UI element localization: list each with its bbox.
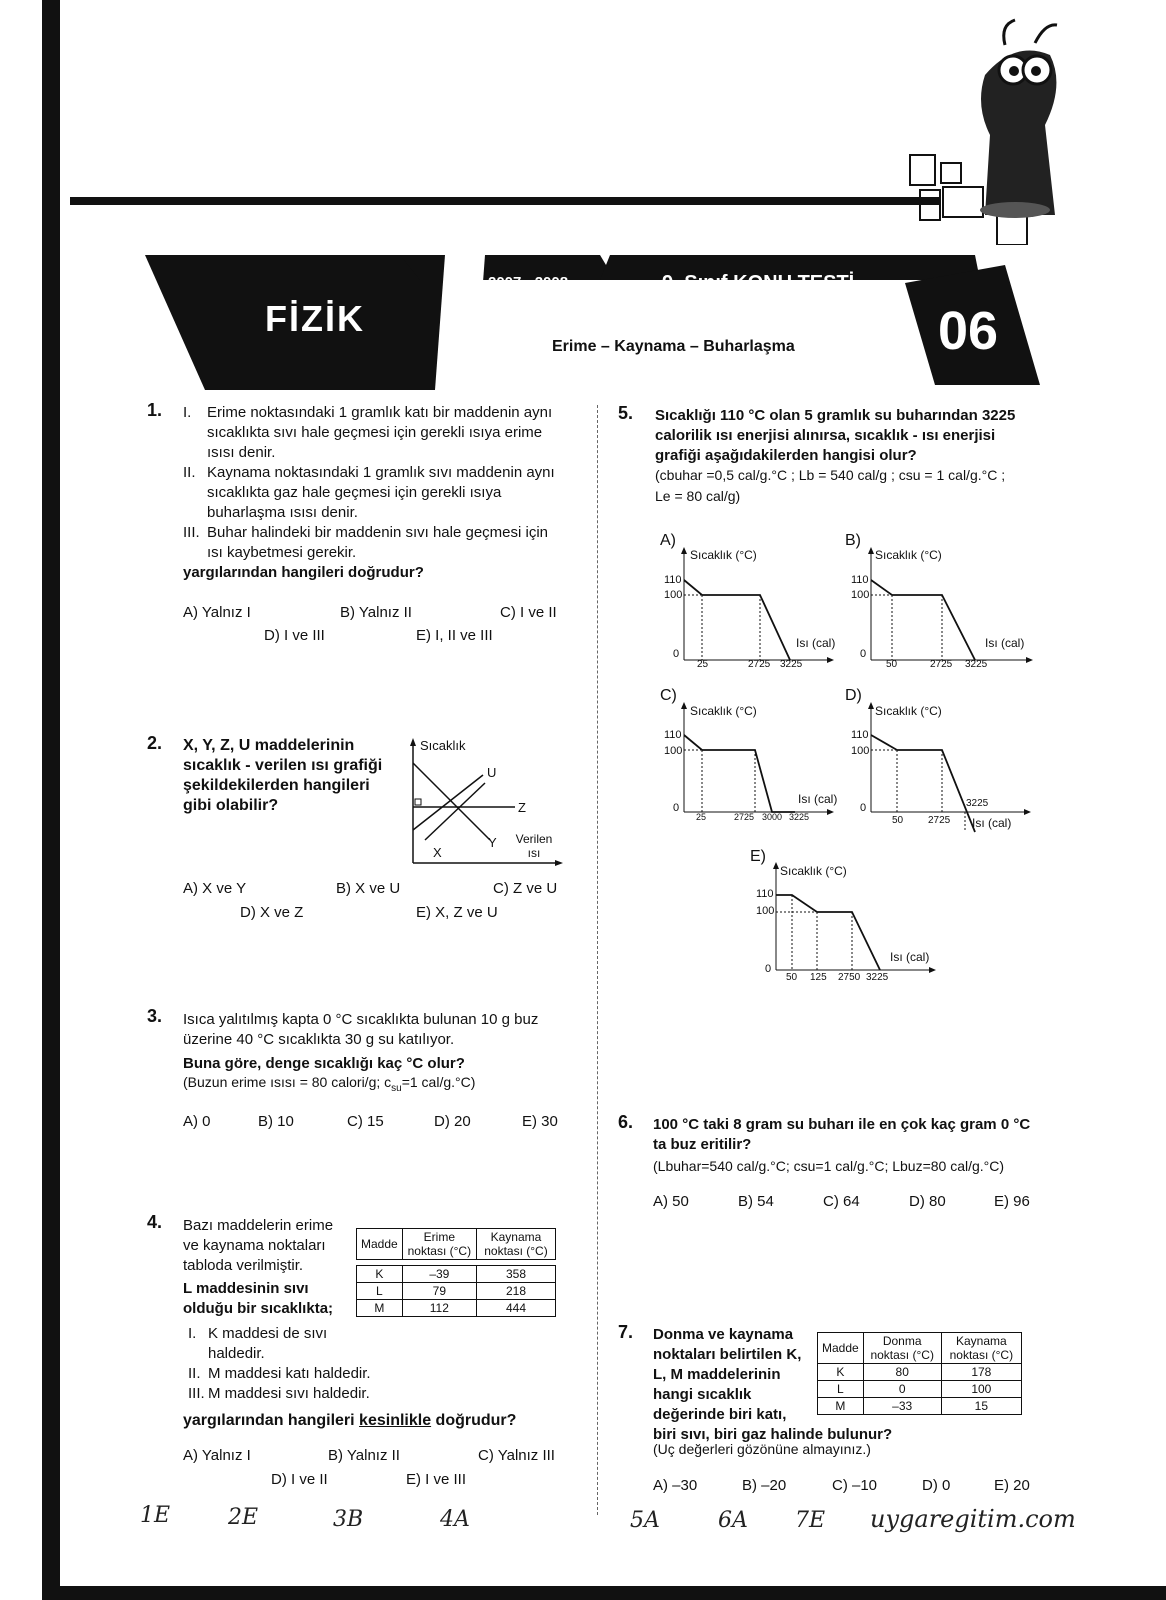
q1-item-text: Kaynama noktasındaki 1 gramlık sıvı maddenin aynı sıcaklıkta gaz hale geçmesi için gerekli ısıya buharlaşma ısısı denir.: [207, 464, 555, 521]
q4-prompt: L maddesinin sıvı olduğu bir sıcaklıkta;: [183, 1280, 334, 1317]
q3-note-pre: (Buzun erime ısısı = 80 calori/g; c: [183, 1074, 392, 1090]
q3-option-d[interactable]: D) 20: [434, 1113, 471, 1130]
q5-graph-c-y100: 100: [664, 745, 683, 757]
q5-constants-1: (cbuhar =0,5 cal/g.°C ; Lb = 540 cal/g ; csu = 1 cal/g.°C ;: [655, 467, 1006, 483]
q5-graph-e-y100: 100: [756, 905, 775, 917]
q5-graph-b-xlabel: Isı (cal): [985, 636, 1025, 650]
page-left-border: [42, 0, 60, 1600]
q2-number: 2.: [147, 733, 163, 753]
q4-table: [356, 1228, 556, 1317]
handwritten-answer: 3B: [333, 1507, 364, 1532]
q5-graph-c-x1: 25: [696, 812, 707, 822]
q5-graph-d-x1: 50: [892, 815, 904, 826]
q5-graph-b-y100: 100: [851, 589, 870, 601]
table-header: Madde: [357, 1229, 403, 1260]
q2-y-label: Sıcaklık: [420, 738, 466, 753]
q5-graph-e: [752, 860, 942, 985]
q7-option-e[interactable]: E) 20: [994, 1477, 1030, 1494]
table-cell: 112: [402, 1300, 476, 1317]
q5-graph-e-x1: 50: [786, 972, 798, 983]
test-title: 9. Sınıf KONU TESTİ: [662, 272, 855, 294]
q7-option-b[interactable]: B) –20: [742, 1477, 787, 1494]
q7-question-text: [653, 1325, 893, 1445]
q5-graph-b-letter: B): [845, 532, 861, 549]
q5-graph-e-x2: 125: [810, 972, 827, 983]
q1-body: [183, 403, 563, 583]
q6-number: 6.: [618, 1112, 634, 1132]
handwritten-answer: 1E: [140, 1503, 171, 1528]
q3-note-sub: su: [391, 1082, 402, 1094]
table-cell: 178: [941, 1364, 1021, 1381]
column-divider: [597, 405, 598, 1515]
handwritten-answer: 6A: [718, 1508, 748, 1533]
table-row: [357, 1300, 556, 1317]
table-row: [357, 1283, 556, 1300]
q4-option-c[interactable]: C) Yalnız III: [478, 1447, 555, 1464]
q5-graph-a-ylabel: Sıcaklık (°C): [690, 548, 757, 562]
table-header: Kaynama noktası (°C): [476, 1229, 555, 1260]
table-cell: K: [818, 1364, 864, 1381]
q2-line-z: Z: [518, 800, 526, 815]
q6-option-d[interactable]: D) 80: [909, 1193, 946, 1210]
q5-graph-c-y0: 0: [673, 802, 680, 814]
q5-graph-c-ylabel: Sıcaklık (°C): [690, 704, 757, 718]
roman: III.: [183, 524, 200, 541]
table-header-row: [357, 1229, 556, 1260]
q6-question: 100 °C taki 8 gram su buharı ile en çok kaç gram 0 °C ta buz eritilir?: [653, 1116, 1031, 1153]
q5-graph-b-x1: 50: [886, 659, 898, 670]
table-cell: 444: [476, 1300, 555, 1317]
q1-item: [183, 403, 563, 463]
q5-graph-c-x2: 2725: [734, 812, 755, 822]
q1-question: yargılarından hangileri doğrudur?: [183, 564, 424, 581]
q4-item-text: M maddesi katı haldedir.: [208, 1365, 371, 1382]
q5-graph-a-letter: A): [660, 532, 676, 549]
roman: I.: [183, 404, 192, 421]
q5-graph-e-y110: 110: [756, 888, 774, 900]
q5-graph-b-ylabel: Sıcaklık (°C): [875, 548, 942, 562]
q6-option-b[interactable]: B) 54: [738, 1193, 774, 1210]
q2-option-c[interactable]: C) Z ve U: [493, 880, 558, 897]
handwritten-site: uygaregitim.com: [870, 1505, 1076, 1533]
q5-graph-e-x3: 2750: [838, 972, 861, 983]
q7-question-part: biri sıvı, biri gaz halinde bulunur?: [653, 1426, 893, 1443]
q7-table: [817, 1332, 1022, 1415]
q4-item: [188, 1364, 548, 1384]
q1-option-a[interactable]: A) Yalnız I: [183, 604, 251, 621]
table-cell: M: [357, 1300, 403, 1317]
test-number: 06: [938, 301, 999, 361]
q1-item: [183, 523, 563, 563]
q5-graph-d-y110: 110: [851, 729, 869, 741]
topic-label: Erime – Kaynama – Buharlaşma: [552, 338, 795, 355]
handwritten-answer: 2E: [228, 1505, 259, 1530]
q7-number: 7.: [618, 1322, 634, 1342]
q5-graph-c-xlabel: Isı (cal): [798, 792, 838, 806]
table-cell: M: [818, 1398, 864, 1415]
q5-graph-e-y0: 0: [765, 963, 772, 975]
table-cell: 218: [476, 1283, 555, 1300]
table-cell: 79: [402, 1283, 476, 1300]
q4-item-text: K maddesi de sıvı haldedir.: [208, 1325, 328, 1362]
q5-constants-2: Le = 80 cal/g): [655, 488, 741, 504]
table-header-row: [818, 1333, 1022, 1364]
q5-graph-a: [660, 545, 840, 675]
table-cell: 0: [863, 1381, 941, 1398]
table-cell: –33: [863, 1398, 941, 1415]
q4-question-underline: kesinlikle: [359, 1412, 432, 1429]
q3-option-a[interactable]: A) 0: [183, 1113, 211, 1130]
q1-option-b[interactable]: B) Yalnız II: [340, 604, 412, 621]
page-bottom-border: [42, 1586, 1166, 1600]
q5-graph-c: [660, 700, 840, 830]
mascot-illustration: [905, 15, 1085, 245]
q4-question-pre: yargılarından hangileri: [183, 1412, 360, 1429]
q6-option-a[interactable]: A) 50: [653, 1193, 689, 1210]
q7-option-c[interactable]: C) –10: [832, 1477, 878, 1494]
q5-graph-d-x2: 2725: [928, 815, 951, 826]
q2-option-e[interactable]: E) X, Z ve U: [416, 904, 498, 921]
table-cell: L: [818, 1381, 864, 1398]
table-row: [818, 1381, 1022, 1398]
header-rule: [70, 197, 940, 205]
q6-option-c[interactable]: C) 64: [823, 1193, 860, 1210]
table-cell: 15: [941, 1398, 1021, 1415]
roman: II.: [188, 1365, 201, 1382]
q2-option-a[interactable]: A) X ve Y: [183, 880, 247, 897]
q5-graph-c-letter: C): [660, 687, 677, 704]
q4-item-text: M maddesi sıvı haldedir.: [208, 1385, 370, 1402]
handwritten-answer: 5A: [630, 1508, 660, 1533]
q5-number: 5.: [618, 403, 634, 423]
table-cell: 358: [476, 1266, 555, 1283]
q4-question-post: doğrudur?: [431, 1412, 517, 1429]
handwritten-answer: 4A: [440, 1507, 470, 1532]
q5-graph-a-y110: 110: [664, 574, 682, 586]
q3-note-post: =1 cal/g.°C): [401, 1074, 476, 1090]
q3-number: 3.: [147, 1006, 163, 1026]
table-header: Kaynama noktası (°C): [941, 1333, 1021, 1364]
q5-graph-e-ylabel: Sıcaklık (°C): [780, 864, 847, 878]
q5-graph-b-x2: 2725: [930, 659, 953, 670]
q4-item: [188, 1384, 548, 1404]
q5-graph-d-ylabel: Sıcaklık (°C): [875, 704, 942, 718]
q4-option-b[interactable]: B) Yalnız II: [328, 1447, 400, 1464]
q3-text: Isıca yalıtılmış kapta 0 °C sıcaklıkta bulunan 10 g buz üzerine 40 °C sıcaklıkta 30 g su katılıyor.: [183, 1011, 539, 1048]
table-cell: K: [357, 1266, 403, 1283]
q7-question-part: Donma ve kaynama noktaları belirtilen K, L, M maddelerinin hangi sıcaklık değerinde biri katı,: [653, 1326, 802, 1423]
q2-option-d[interactable]: D) X ve Z: [240, 904, 304, 921]
q5-graph-c-x4: 3225: [789, 812, 810, 822]
q5-graph-c-y110: 110: [664, 729, 682, 741]
table-header: Madde: [818, 1333, 864, 1364]
q5-graph-d-x3: 3225: [966, 798, 989, 809]
q2-question: X, Y, Z, U maddelerinin sıcaklık - verilen ısı grafiği şekildekilerden hangileri gibi olabilir?: [183, 737, 383, 814]
q4-number: 4.: [147, 1212, 163, 1232]
q5-graph-e-x4: 3225: [866, 972, 889, 983]
roman: I.: [188, 1325, 197, 1342]
q2-line-y: Y: [488, 835, 497, 850]
year-label: 2007 - 2008: [488, 274, 569, 291]
table-cell: –39: [402, 1266, 476, 1283]
q7-option-d[interactable]: D) 0: [922, 1477, 951, 1494]
q2-option-b[interactable]: B) X ve U: [336, 880, 401, 897]
table-row: [818, 1398, 1022, 1415]
q2-x-label: Verilen ısı: [515, 832, 553, 860]
q5-graph-d-xlabel: Isı (cal): [972, 816, 1012, 830]
q5-graph-a-y0: 0: [673, 648, 680, 660]
q7-option-a[interactable]: A) –30: [653, 1477, 698, 1494]
roman: III.: [188, 1385, 205, 1402]
q2-line-u: U: [487, 765, 497, 780]
q5-graph-d-y100: 100: [851, 745, 870, 757]
roman: II.: [183, 464, 196, 481]
q4-items: [188, 1324, 388, 1404]
table-cell: L: [357, 1283, 403, 1300]
q5-graph-e-xlabel: Isı (cal): [890, 950, 930, 964]
q1-item-text: Erime noktasındaki 1 gramlık katı bir maddenin aynı sıcaklıkta sıvı hale geçmesi için gerekli ısıya erime ısısı denir.: [207, 404, 553, 461]
q5-graph-b-y0: 0: [860, 648, 867, 660]
q5-graph-d-letter: D): [845, 687, 862, 704]
table-header: Donma noktası (°C): [863, 1333, 941, 1364]
q5-graph-b-x3: 3225: [965, 659, 988, 670]
q3-option-b[interactable]: B) 10: [258, 1113, 294, 1130]
subject-title: FİZİK: [265, 298, 365, 339]
table-row: [357, 1266, 556, 1283]
q7-question-bold: [653, 1325, 893, 1445]
q4-option-e[interactable]: E) I ve III: [406, 1471, 467, 1488]
q4-question: [183, 1411, 583, 1431]
q5-graph-c-x3: 3000: [762, 812, 783, 822]
q5-graph-d-y0: 0: [860, 802, 867, 814]
q5-graph-a-y100: 100: [664, 589, 683, 601]
q5-graph-e-letter: E): [750, 848, 766, 865]
q5-graph-b-y110: 110: [851, 574, 869, 586]
table-row: [818, 1364, 1022, 1381]
table-cell: 100: [941, 1381, 1021, 1398]
q3-option-e[interactable]: E) 30: [522, 1113, 558, 1130]
table-cell: 80: [863, 1364, 941, 1381]
q4-option-d[interactable]: D) I ve II: [271, 1471, 328, 1488]
q5-graph-a-x1: 25: [697, 659, 709, 670]
q6-constants: (Lbuhar=540 cal/g.°C; csu=1 cal/g.°C; Lbuz=80 cal/g.°C): [653, 1158, 1005, 1174]
handwritten-answer: 7E: [795, 1508, 826, 1533]
q4-intro: Bazı maddelerin erime ve kaynama noktaları tabloda verilmiştir.: [183, 1217, 334, 1274]
q6-option-e[interactable]: E) 96: [994, 1193, 1030, 1210]
q1-item: [183, 463, 563, 523]
q1-option-c[interactable]: C) I ve II: [500, 604, 557, 621]
q3-question: Buna göre, denge sıcaklığı kaç °C olur?: [183, 1055, 465, 1072]
q1-item-text: Buhar halindeki bir maddenin sıvı hale geçmesi için ısı kaybetmesi gerekir.: [207, 524, 549, 561]
q5-graph-b: [847, 545, 1037, 675]
q1-number: 1.: [147, 400, 163, 420]
q4-item: [188, 1324, 388, 1364]
q3-note: [183, 1074, 475, 1094]
q5-graph-a-x2: 2725: [748, 659, 771, 670]
q7-note: (Uç değerleri gözönüne almayınız.): [653, 1441, 871, 1457]
q5-graph-a-xlabel: Isı (cal): [796, 636, 836, 650]
q1-option-e[interactable]: E) I, II ve III: [416, 627, 493, 644]
q5-question: Sıcaklığı 110 °C olan 5 gramlık su buharından 3225 calorilik ısı enerjisi alınırsa, sıcaklık - ısı enerjisi grafiği aşağıdakilerden hangisi olur?: [655, 407, 1016, 464]
q3-option-c[interactable]: C) 15: [347, 1113, 384, 1130]
q1-option-d[interactable]: D) I ve III: [264, 627, 325, 644]
q4-option-a[interactable]: A) Yalnız I: [183, 1447, 251, 1464]
q2-line-x: X: [433, 845, 442, 860]
q5-graph-a-x3: 3225: [780, 659, 803, 670]
table-header: Erime noktası (°C): [402, 1229, 476, 1260]
